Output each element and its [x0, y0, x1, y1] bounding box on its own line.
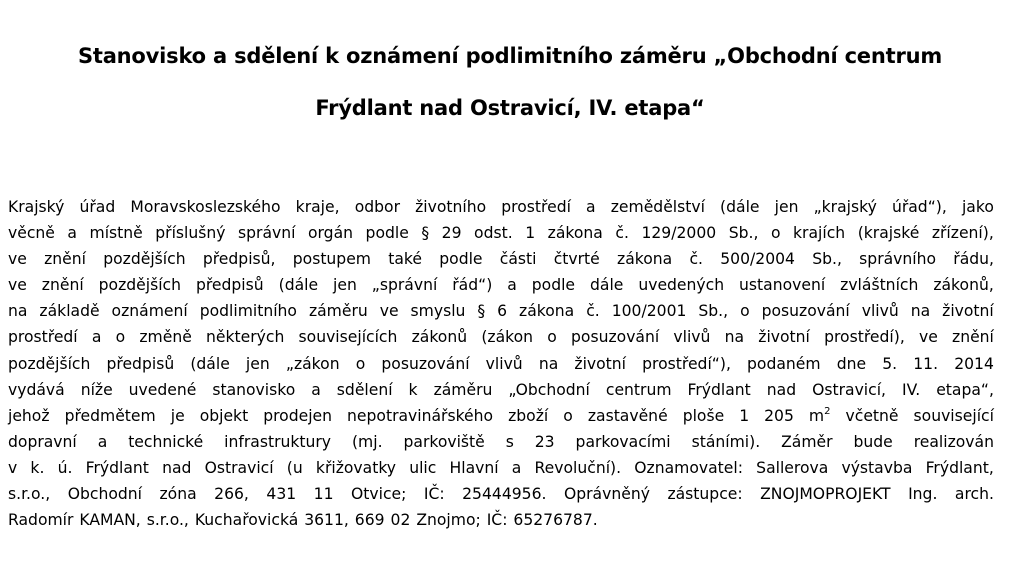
- body-word: záměru: [433, 380, 493, 399]
- body-word: parkovacími: [575, 432, 671, 451]
- body-word: životní: [574, 354, 627, 373]
- body-word: správního: [859, 250, 937, 269]
- body-word: životní: [942, 302, 994, 321]
- body-word: (krajské: [857, 224, 920, 243]
- body-word: a: [586, 198, 596, 216]
- body-word: zákona: [617, 250, 673, 269]
- body-word: pozdějších: [98, 276, 181, 295]
- body-word: 25444956.: [462, 485, 547, 504]
- body-word: dále: [589, 276, 624, 295]
- body-word: zákonů,: [933, 276, 994, 295]
- body-word: předmětem: [64, 406, 156, 425]
- body-line: [8, 377, 994, 403]
- body-word: a: [97, 432, 108, 451]
- body-word: krajích: [793, 224, 846, 243]
- body-word: dopravní: [8, 432, 77, 451]
- body-word: (dále: [190, 354, 230, 373]
- body-word: Ostravicí: [204, 458, 274, 477]
- body-word: změně: [139, 328, 192, 347]
- body-word: předpisů,: [202, 250, 276, 269]
- body-word: 11.: [913, 354, 939, 373]
- body-word: s.r.o.,: [8, 485, 51, 504]
- body-word: infrastruktury: [224, 432, 332, 451]
- body-word: záměru: [308, 302, 368, 321]
- body-word: některých: [206, 328, 285, 347]
- body-word: „správní: [371, 276, 438, 295]
- body-word: etapa“,: [936, 380, 994, 399]
- body-word: prostředí“),: [642, 354, 731, 373]
- body-word: centrum: [605, 380, 672, 399]
- body-word: životního: [415, 198, 487, 216]
- body-word: prodejen: [263, 406, 333, 425]
- body-word: podle: [365, 224, 409, 243]
- body-word: oznámení: [111, 302, 188, 321]
- body-line: [8, 429, 994, 455]
- body-word: (dále: [720, 198, 760, 216]
- body-word: dne: [836, 354, 867, 373]
- body-word: (zákon: [481, 328, 534, 347]
- body-word: ploše: [682, 406, 725, 425]
- body-word: také: [388, 250, 422, 269]
- body-word: o: [547, 328, 557, 347]
- body-word: (dále: [278, 276, 319, 295]
- body-word: jen: [774, 198, 799, 216]
- body-word: zastavěné: [587, 406, 668, 425]
- body-word: parkoviště: [403, 432, 485, 451]
- body-word: na: [910, 302, 931, 321]
- body-word: zákonů: [411, 328, 468, 347]
- body-word: (mj.: [351, 432, 383, 451]
- body-word: podle: [439, 250, 483, 269]
- body-word: sdělení: [336, 380, 393, 399]
- body-word: zboží: [508, 406, 549, 425]
- body-word: ve: [918, 328, 938, 347]
- body-word: Moravskoslezského: [130, 198, 281, 216]
- body-word: zvláštních: [840, 276, 919, 295]
- body-word: 29: [441, 224, 462, 243]
- body-word: zóna: [159, 485, 197, 504]
- body-word: 6: [497, 302, 508, 321]
- body-word: o: [740, 302, 750, 321]
- body-word: zákona: [547, 224, 603, 243]
- body-word: „krajský: [813, 198, 877, 216]
- body-line: [8, 455, 994, 481]
- body-word: a: [67, 224, 77, 243]
- body-word: 266,: [214, 485, 249, 504]
- body-word: na: [538, 354, 559, 373]
- body-word: ZNOJMOPROJEKT: [760, 485, 891, 504]
- body-word: ú.: [57, 458, 73, 477]
- body-line: [8, 298, 994, 324]
- body-word: 431: [266, 485, 297, 504]
- body-line: [8, 351, 994, 377]
- body-word: 23: [534, 432, 555, 451]
- body-word: v: [8, 458, 18, 477]
- body-word: posuzování: [761, 302, 850, 321]
- body-word: nepotravinářského: [347, 406, 494, 425]
- body-word: zákona: [519, 302, 575, 321]
- body-word: křižovatky: [315, 458, 397, 477]
- body-word: uvedené: [128, 380, 197, 399]
- body-word: o: [770, 224, 781, 243]
- body-word: posuzování: [381, 354, 470, 373]
- body-word: Ing.: [908, 485, 938, 504]
- body-word: vydává: [8, 380, 65, 399]
- body-word: bude: [853, 432, 893, 451]
- body-word: zástupce:: [667, 485, 743, 504]
- body-word: postupem: [292, 250, 371, 269]
- body-word: a: [507, 276, 517, 295]
- body-word: 1: [525, 224, 536, 243]
- body-line: [8, 324, 994, 350]
- body-word: č.: [615, 224, 629, 243]
- body-word: jehož: [8, 406, 50, 425]
- body-word: níže: [80, 380, 113, 399]
- body-word: řád“): [452, 276, 493, 295]
- body-word: kraje,: [295, 198, 340, 216]
- body-word: odst.: [474, 224, 513, 243]
- body-word: Oprávněný: [563, 485, 650, 504]
- body-word: Sb.,: [728, 224, 759, 243]
- body-line: [8, 194, 994, 220]
- body-word: příslušný: [155, 224, 226, 243]
- body-word: vlivů: [673, 328, 711, 347]
- body-word: znění: [41, 276, 84, 295]
- body-word: podaném: [747, 354, 821, 373]
- body-word: podlimitního: [199, 302, 297, 321]
- body-word: výstavba: [841, 458, 913, 477]
- body-word: Otvice;: [351, 485, 407, 504]
- body-word: ve: [379, 302, 399, 321]
- body-word: místně: [89, 224, 143, 243]
- body-word: předpisů: [106, 354, 175, 373]
- body-word: 129/2000: [641, 224, 717, 243]
- body-line: [8, 403, 994, 429]
- body-word: „Obchodní: [508, 380, 590, 399]
- body-word: předpisů: [195, 276, 264, 295]
- body-word: na: [724, 328, 745, 347]
- body-word: vlivů: [485, 354, 523, 373]
- body-word: posuzování: [571, 328, 660, 347]
- body-line: Radomír KAMAN, s.r.o., Kuchařovická 3611, 669 02 Znojmo; IČ: 65276787.: [8, 511, 598, 530]
- body-word: prostředí: [501, 198, 571, 216]
- body-word: 500/2004: [720, 250, 795, 269]
- body-line: [8, 272, 994, 298]
- body-word: 205: [764, 406, 794, 425]
- body-word: jen: [333, 276, 357, 295]
- body-word: objekt: [199, 406, 249, 425]
- body-word: Sb.,: [698, 302, 729, 321]
- body-word: prostředí: [8, 328, 78, 347]
- body-word: (u: [286, 458, 303, 477]
- body-word: správní: [238, 224, 296, 243]
- body-word: Revoluční).: [534, 458, 622, 477]
- body-word: souvisejících: [298, 328, 398, 347]
- body-word: Frýdlant: [85, 458, 149, 477]
- body-word: 11: [313, 485, 334, 504]
- body-word: úřad: [79, 198, 116, 216]
- body-word: IV.: [901, 380, 921, 399]
- body-word: Sallerova: [756, 458, 829, 477]
- body-word: zřízení),: [931, 224, 994, 243]
- body-word: věcně: [8, 224, 55, 243]
- body-word: úřad“),: [891, 198, 947, 216]
- document-title-line-2: Frýdlant nad Ostravicí, IV. etapa“: [315, 96, 705, 120]
- body-word: stanovisko: [212, 380, 296, 399]
- body-word: ulic: [409, 458, 437, 477]
- body-word: uvedených: [638, 276, 725, 295]
- body-line: [8, 481, 994, 507]
- body-word: jen: [245, 354, 270, 373]
- body-word: jako: [961, 198, 994, 216]
- document-body: [8, 194, 994, 533]
- body-word: č.: [586, 302, 600, 321]
- body-word: Hlavní: [449, 458, 499, 477]
- body-word: související: [913, 406, 994, 425]
- body-word: Krajský: [8, 198, 65, 216]
- body-word: podle: [531, 276, 576, 295]
- body-word: části: [499, 250, 537, 269]
- body-word: je: [170, 406, 185, 425]
- body-word: arch.: [954, 485, 994, 504]
- body-word: s: [505, 432, 514, 451]
- body-word: Obchodní: [67, 485, 142, 504]
- body-word: k: [408, 380, 418, 399]
- body-word: ve: [8, 250, 27, 269]
- body-word: řádu,: [953, 250, 994, 269]
- body-word: 5.: [882, 354, 898, 373]
- body-word: životní: [758, 328, 810, 347]
- body-word: nad: [162, 458, 192, 477]
- body-word: základě: [39, 302, 100, 321]
- body-word: nad: [766, 380, 797, 399]
- body-line: [8, 246, 994, 272]
- body-word: odbor: [354, 198, 400, 216]
- body-word: ustanovení: [739, 276, 826, 295]
- body-word: vlivů: [861, 302, 899, 321]
- body-word: k.: [30, 458, 45, 477]
- body-word: včetně: [845, 406, 899, 425]
- body-word: prostředí),: [824, 328, 905, 347]
- body-word: pozdějších: [103, 250, 186, 269]
- body-word: Frýdlant: [687, 380, 751, 399]
- body-word: o: [355, 354, 366, 373]
- body-word: 1: [739, 406, 750, 425]
- body-word: stáními).: [691, 432, 761, 451]
- body-word: Oznamovatel:: [634, 458, 743, 477]
- body-word: Frýdlant,: [925, 458, 994, 477]
- body-word: §: [477, 302, 486, 321]
- body-word: a: [511, 458, 522, 477]
- body-word: pozdějších: [8, 354, 91, 373]
- body-word: §: [421, 224, 430, 243]
- body-word: 2014: [954, 354, 994, 373]
- body-line: [8, 220, 994, 246]
- body-word: smyslu: [410, 302, 466, 321]
- body-word: znění: [44, 250, 86, 269]
- body-word: znění: [952, 328, 994, 347]
- document-title-line-1: Stanovisko a sdělení k oznámení podlimitního záměru „Obchodní centrum: [77, 44, 943, 68]
- body-word: „zákon: [285, 354, 340, 373]
- body-word: Záměr: [781, 432, 833, 451]
- body-word: a: [311, 380, 321, 399]
- body-word: Ostravicí,: [812, 380, 886, 399]
- body-word: realizován: [913, 432, 994, 451]
- body-word: o: [563, 406, 573, 425]
- body-word: ve: [8, 276, 27, 295]
- body-word: IČ:: [423, 485, 445, 504]
- body-word: o: [115, 328, 126, 347]
- body-word: na: [8, 302, 28, 321]
- body-word: zemědělství: [610, 198, 705, 216]
- body-word: Sb.,: [812, 250, 842, 269]
- body-word: orgán: [308, 224, 354, 243]
- body-word: 100/2001: [611, 302, 687, 321]
- body-word: a: [91, 328, 102, 347]
- body-word: č.: [689, 250, 703, 269]
- body-word: $m^2$: [808, 405, 831, 425]
- body-word: technické: [128, 432, 204, 451]
- body-word: čtvrté: [553, 250, 600, 269]
